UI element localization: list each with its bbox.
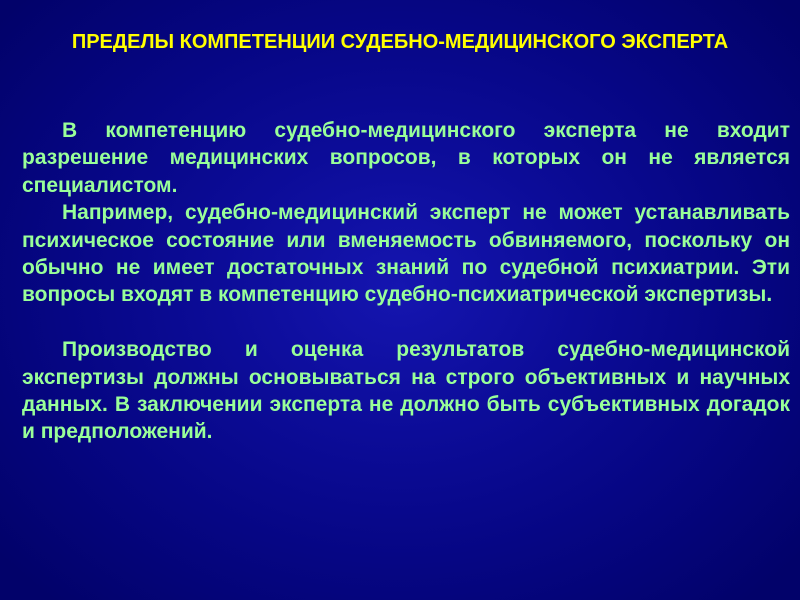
paragraph-objectivity: Производство и оценка результатов судебно-медицинской экспертизы должны основываться на строго объективных и научных данных. В заключении эксперта не должно быть субъективных догадок и предположений. bbox=[22, 338, 790, 444]
paragraph-example: Например, судебно-медицинский эксперт не может устанавливать психическое состояние или вменяемость обвиняемого, поскольку он обычно не имеет достаточных знаний по судебной психиатрии. Эти вопросы входят в компетенцию судебно-психиатрической экспертизы. bbox=[22, 201, 790, 307]
slide-title: ПРЕДЕЛЫ КОМПЕТЕНЦИИ СУДЕБНО-МЕДИЦИНСКОГО ЭКСПЕРТА bbox=[71, 31, 729, 53]
paragraph-competence: В компетенцию судебно-медицинского эксперта не входит разрешение медицинских вопросов, в которых он не является специалистом. bbox=[22, 119, 790, 197]
paragraph-spacer bbox=[22, 309, 790, 336]
slide-body bbox=[22, 117, 790, 446]
